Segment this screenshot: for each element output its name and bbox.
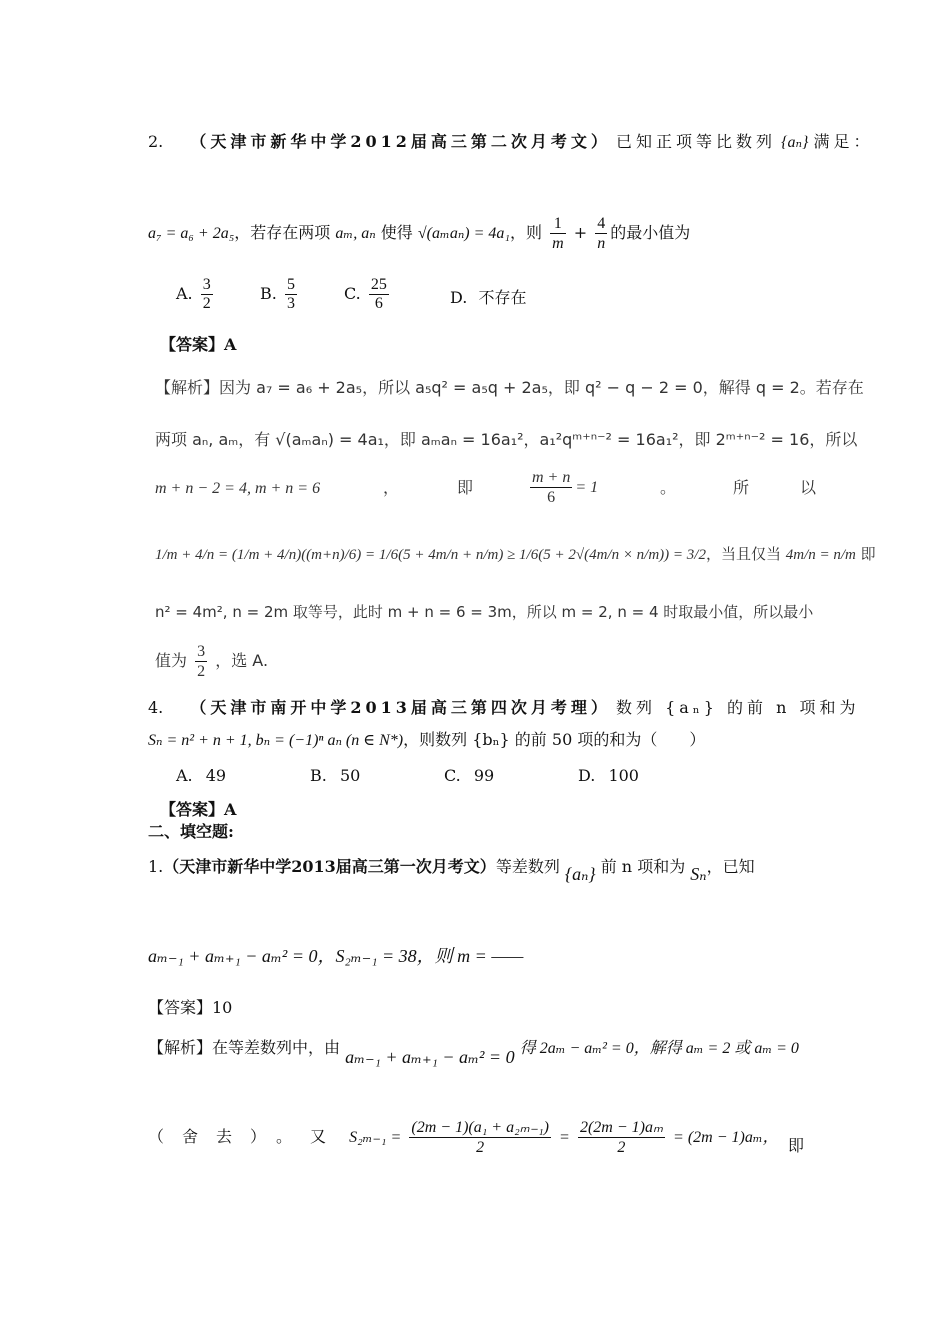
f1-answer: 【答案】10	[148, 998, 233, 1017]
f1-condition: aₘ₋₁ + aₘ₊₁ − aₘ² = 0，S₂ₘ₋₁ = 38，则 m = ——	[148, 946, 524, 966]
q2-sol4-ineq: 1/m + 4/n = (1/m + 4/n)((m+n)/6) = 1/6(5 + 4m/n + n/m) ≥ 1/6(5 + 2√(4m/n × n/m)) = 3/2	[155, 547, 706, 563]
q2-option-b: B. $\frac{5}{3}$	[260, 276, 295, 312]
q2-stem-end: 满足：	[813, 132, 874, 151]
q4-stem1: 数列 {aₙ} 的前 n 项和为	[616, 698, 860, 717]
f1-line1	[148, 857, 755, 886]
f1-seq: {aₙ}	[564, 864, 596, 884]
q2-sol6-frac: $\frac{3}{2}$	[197, 643, 206, 681]
q2-option-b-frac: $\frac{5}{3}$	[286, 276, 295, 312]
q2-solution-line1: 【解析】因为 a₇ = a₆ + 2a₅，所以 a₅q² = a₅q + 2a₅，即 q² − q − 2 = 0，解得 q = 2。若存在	[155, 378, 864, 397]
q4-option-a: A. 49	[176, 766, 227, 785]
f1-sol2-lhs: S₂ₘ₋₁ =	[349, 1129, 402, 1147]
q2-sol6-choice: ，选 A.	[215, 651, 269, 671]
f1-stem1: 等差数列	[495, 857, 560, 876]
q4-source: （天津市南开中学2013届高三第四次月考理）	[190, 698, 611, 717]
q2-line2-text4: 的最小值为	[610, 223, 691, 243]
q2-source: （天津市新华中学2012届高三第二次月考文）	[190, 132, 611, 151]
q2-line2-text2: 使得	[380, 223, 413, 243]
q2-line2-terms: aₘ, aₙ	[335, 225, 376, 243]
q2-solution-line6	[155, 642, 268, 681]
f1-stem3: ，已知	[706, 857, 755, 876]
q4-line1	[148, 698, 859, 717]
q2-answer: 【答案】A	[160, 335, 237, 354]
q2-sol3-period: 。	[660, 478, 677, 497]
q4-option-b: B. 50	[310, 766, 361, 785]
f1-source: （天津市新华中学2013届高三第一次月考文）	[163, 857, 496, 876]
q4-option-c: C. 99	[444, 766, 495, 785]
f1-solution-line2: （舍去）。又 S₂ₘ₋₁ = $\frac{\text{(2m − 1)(a₁ + a₂ₘ₋₁)}}{2}$ = $\frac{\text{2(2m − 1)aₘ}}{2}$ = (2m − 1)aₘ， 即	[148, 1119, 805, 1157]
q4-stem2-eq: Sₙ = n² + n + 1, bₙ = (−1)ⁿ aₙ (n ∈ N*)	[148, 732, 404, 749]
q2-option-a-frac: $\frac{3}{2}$	[202, 276, 211, 312]
q2-sol3-comma: ，	[383, 478, 400, 497]
f1-sol2-end: 即	[788, 1136, 805, 1155]
f1-sol1-result: 得 2aₘ − aₘ² = 0，解得 aₘ = 2 或 aₘ = 0	[519, 1040, 799, 1057]
f1-solution-line1	[148, 1038, 799, 1069]
q2-seq: {aₙ}	[781, 134, 809, 151]
q2-sol3-eq: m + n − 2 = 4, m + n = 6	[155, 480, 321, 497]
q2-sol4-cond: 4m/n = n/m	[785, 547, 856, 563]
q4-answer: 【答案】A	[160, 800, 237, 819]
q2-frac-4-over-n: $\frac{4}{n}$	[597, 215, 606, 253]
q2-number: 2.	[148, 132, 164, 151]
q2-solution-line3	[155, 469, 817, 507]
q2-sol3-suo: 所	[733, 478, 750, 497]
f1-number: 1.	[148, 857, 164, 876]
q2-option-c-frac: $\frac{25}{6}$	[370, 276, 387, 312]
q2-solution-line2: 两项 aₙ, aₘ，有 √(aₘaₙ) = 4a₁，即 aₘaₙ = 16a₁²，a₁²qᵐ⁺ⁿ⁻² = 16a₁²，即 2ᵐ⁺ⁿ⁻² = 16，所以	[155, 430, 858, 449]
q4-number: 4.	[148, 698, 164, 717]
q4-stem2-text: ，则数列 {bₙ} 的前 50 项的和为（ ）	[403, 730, 706, 749]
q2-line2-text3: ，则	[509, 223, 542, 243]
q2-sol3-ji: 即	[457, 478, 474, 497]
q2-option-c: C. $\frac{25}{6}$	[344, 276, 387, 312]
f1-sol2-rhs: = (2m − 1)aₘ，	[673, 1129, 779, 1147]
f1-sol2-frac1: $\frac{\text{(2m − 1)(a₁ + a₂ₘ₋₁)}}{2}$	[411, 1119, 549, 1157]
q2-line2	[148, 214, 690, 253]
q2-sol3-frac: $\frac{m + n}{6}$ = 1	[532, 469, 599, 507]
q2-line1	[148, 132, 874, 152]
q2-sol4-end: 即	[860, 545, 876, 563]
q2-line2-text1: ，若存在两项	[234, 223, 331, 243]
q2-solution-line4	[155, 545, 876, 564]
q2-sol4-text: ，当且仅当	[705, 545, 781, 563]
f1-sol1-text: 【解析】在等差数列中，由	[148, 1038, 341, 1057]
q2-option-d: D. 不存在	[450, 288, 527, 307]
q2-option-a: A. $\frac{3}{2}$	[176, 276, 211, 312]
q2-stem-intro: 已知正项等比数列	[616, 132, 777, 151]
f1-sol2-frac2: $\frac{\text{2(2m − 1)aₘ}}{2}$	[579, 1119, 663, 1157]
q4-option-d: D. 100	[578, 766, 639, 785]
q2-plus: +	[573, 223, 588, 243]
f1-sol2-text: （舍去）。又	[148, 1127, 345, 1147]
q4-line2	[148, 730, 705, 750]
q2-solution-line5: n² = 4m², n = 2m 取等号，此时 m + n = 6 = 3m，所以 m = 2, n = 4 时取最小值，所以最小	[155, 603, 814, 621]
f1-stem2: 前 n 项和为	[600, 857, 686, 876]
section-title-fill-in: 二、填空题:	[148, 822, 234, 841]
q2-frac-1-over-m: $\frac{1}{m}$	[552, 215, 564, 253]
f1-sol1-eq: aₘ₋₁ + aₘ₊₁ − aₘ² = 0	[345, 1047, 515, 1067]
q2-line2-sqrt: √(aₘaₙ) = 4a₁	[417, 225, 510, 243]
f1-sum: Sₙ	[690, 864, 707, 884]
q2-sol3-yi: 以	[800, 478, 817, 497]
q2-sol6-text: 值为	[155, 651, 188, 671]
q2-line2-eq: a₇ = a₆ + 2a₅	[148, 225, 235, 243]
